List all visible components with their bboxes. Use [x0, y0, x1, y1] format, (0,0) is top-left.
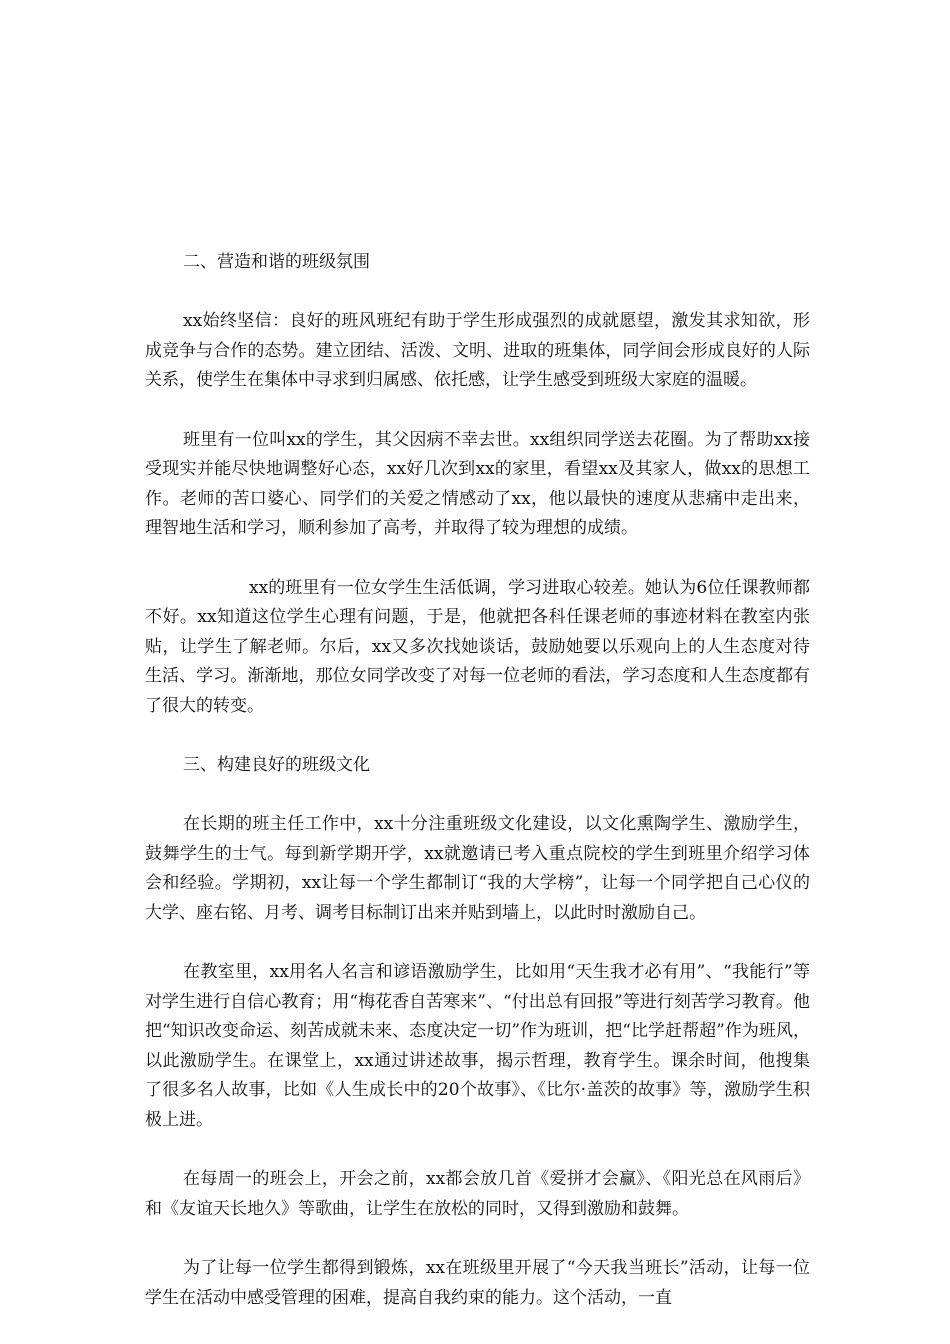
body-paragraph: 在每周一的班会上，开会之前，xx都会放几首《爱拼才会赢》、《阳光总在风雨后》和《友谊天长地久》等歌曲，让学生在放松的同时，又得到激励和鼓舞。: [145, 1169, 810, 1219]
section-heading: 三、构建良好的班级文化: [183, 755, 370, 775]
body-paragraph: 班里有一位叫xx的学生，其父因病不幸去世。xx组织同学送去花圈。为了帮助xx接受现实并能尽快地调整好心态，xx好几次到xx的家里，看望xx及其家人，做xx的思想工作。老师的苦口婆心、同学们的关爱之情感动了xx，他以最快的速度从悲痛中走出来，理智地生活和学习，顺利参加了高考，并取得了较为理想的成绩。: [145, 429, 810, 538]
body-paragraph: xx始终坚信：良好的班风班纪有助于学生形成强烈的成就愿望，激发其求知欲，形成竞争与合作的态势。建立团结、活泼、文明、进取的班集体，同学间会形成良好的人际关系，使学生在集体中寻求到归属感、依托感，让学生感受到班级大家庭的温暖。: [145, 311, 810, 390]
body-paragraph: 在教室里，xx用名人名言和谚语激励学生，比如用“天生我才必有用”、“我能行”等对学生进行自信心教育；用“梅花香自苦寒来”、“付出总有回报”等进行刻苦学习教育。他把“知识改变命运、刻苦成就未来、态度决定一切”作为班训，把“比学赶帮超”作为班风，以此激励学生。在课堂上，xx通过讲述故事，揭示哲理，教育学生。课余时间，他搜集了很多名人故事，比如《人生成长中的20个故事》、《比尔·盖茨的故事》等，激励学生积极上进。: [145, 962, 810, 1130]
body-paragraph: 为了让每一位学生都得到锻炼，xx在班级里开展了“今天我当班长”活动，让每一位学生在活动中感受管理的困难，提高自我约束的能力。这个活动，一直: [145, 1258, 810, 1308]
document-page: [145, 248, 810, 1343]
section-heading: 二、营造和谐的班级氛围: [183, 252, 370, 272]
body-paragraph: 在长期的班主任工作中，xx十分注重班级文化建设，以文化熏陶学生、激励学生，鼓舞学生的士气。每到新学期开学，xx就邀请已考入重点院校的学生到班里介绍学习体会和经验。学期初，xx让每一个学生都制订“我的大学榜”，让每一个同学把自己心仪的大学、座右铭、月考、调考目标制订出来并贴到墙上，以此时时激励自己。: [145, 814, 810, 923]
body-paragraph: xx的班里有一位女学生生活低调，学习进取心较差。她认为6位任课教师都不好。xx知道这位学生心理有问题，于是，他就把各科任课老师的事迹材料在教室内张贴，让学生了解老师。尔后，xx又多次找她谈话，鼓励她要以乐观向上的人生态度对待生活、学习。渐渐地，那位女同学改变了对每一位老师的看法，学习态度和人生态度都有了很大的转变。: [145, 577, 810, 716]
